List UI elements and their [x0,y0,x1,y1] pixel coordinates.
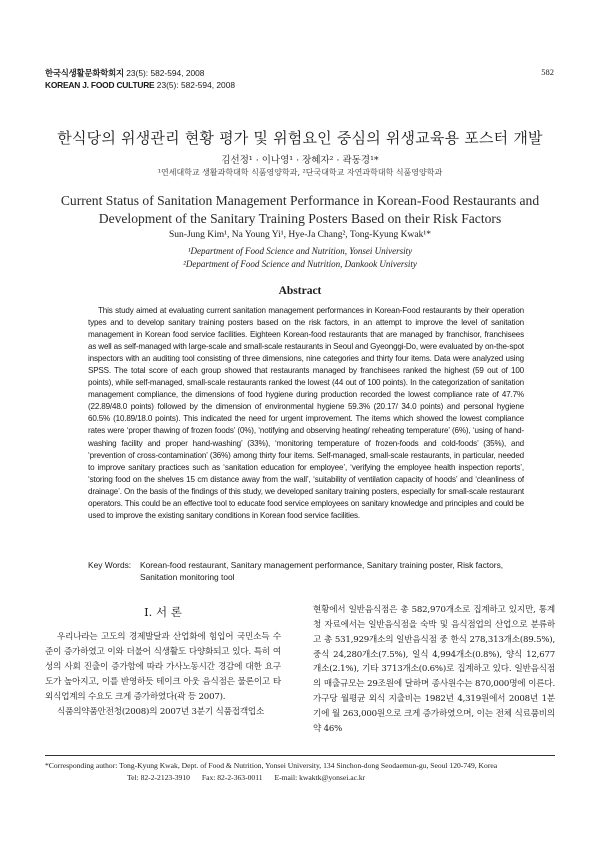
title-english-line-2: Development of the Sanitary Training Posters Based on their Risk Factors [98,211,502,226]
journal-name-ko: 한국식생활문화학회지 [45,68,124,78]
footnote-email[interactable]: E-mail: kwaktk@yonsei.ac.kr [274,772,366,782]
keywords-label: Key Words: [88,560,132,570]
affiliations-english [0,245,600,271]
left-column [45,630,281,719]
keywords-text: Korean-food restaurant, Sanitary management performance, Sanitary training poster, Risk factors, Sanitation monitoring tool [140,560,504,582]
affiliations-korean: ¹연세대학교 생활과학대학 식품영양학과, ²단국대학교 자연과학대학 식품영양학과 [157,168,443,177]
title-english [0,192,600,228]
footnote-tel: Tel: 82-2-2123-3910 [127,772,190,782]
journal-issue-en: 23(5): 582-594, 2008 [156,80,236,90]
affiliation-english-2: ²Department of Food Science and Nutrition, Dankook University [183,259,417,269]
title-english-line-1: Current Status of Sanitation Management Performance in Korean-Food Restaurants and [60,193,540,208]
footnote-line-1: *Corresponding author: Tong-Kyung Kwak, Dept. of Food & Nutrition, Yonsei University, 134 Sinchon-dong Seodaemun-gu, Seoul 120-749, Korea [45,761,498,770]
journal-issue-ko: 23(5): 582-594, 2008 [126,68,205,78]
footnote-line-2 [45,772,555,784]
page-number: 582 [541,67,554,77]
footnote-rule [45,755,555,756]
footnote-fax: Fax: 82-2-363-0011 [201,772,263,782]
authors-english: Sun-Jung Kim¹, Na Young Yi¹, Hye-Ja Chang², Tong-Kyung Kwak¹* [169,230,431,240]
abstract-body: This study aimed at evaluating current sanitation management performances in Korean-Food restaurants by their operation types and to develop sanitary training posters based on the risk factors, in an attempt to improve the level of sanitation management in Korean food service facilities. Eighteen Korean-food restaurants that are managed by franchisor, franchisees as well as self-managed with large-scale and small-scale restaurants in Seoul and Gyeonggi-Do, were evaluated by on-the-spot inspectors with an auditing tool consisting of three dimensions, nine categories and thirty four items. Data were analyzed using SPSS. The total score of each group showed that restaurants managed by franchisees ranked the highest (59 out of 100 points), while self-managed, small-scale restaurants ranked the lowest (44 out of 100 points). In the categorization of sanitation management compliance, the dimensions of food hygiene during production recorded the lowest compliance rate of 47.7% (22.89/48.0 points) followed by the dimension of environmental hygiene 59.3% (20.17/ 34.0 points) and personal hygiene 60.5% (10.89/18.0 points). This indicated the need for urgent improvement. The items which showed the lowest compliance rates were ‘proper thawing of frozen foods’ (0%), ‘notifying and observing heating/ reheating temperature’ (6%), ‘using of hand-washing facility and proper hand-washing’ (33%), ‘monitoring temperature of frozen-foods and cold-foods’ (35%), and ‘prevention of cross-contamination’ (36%) among thirty four items. Self-managed, small-scale restaurants, in particular, needed to improve sanitary practices such as ‘sanitation education for employee’, ‘verifying the employee health inspection reports’, ‘storing food on the shelves 15 cm distance away from the wall’, ‘suitability of ventilation capacity of hoods’ and ‘cleanliness of drainage’. On the basis of the findings of this study, we developed sanitary training posters, especially for small-scale restaurant operators. This could be an effective tool to educate food service employees on sanitary knowledge and principles and could be used to improve the existing sanitary conditions in Korean food service facilities. [88,306,524,520]
intro-paragraph-1: 우리나라는 고도의 경제발달과 산업화에 힘입어 국민소득 수준이 증가하였고 이와 더불어 식생활도 다양화되고 있다. 특히 여성의 사회 진출이 증가함에 따라 가사노동시간 경감에 대한 요구도가 높아지고, 이를 반영하듯 테이크 아웃 음식점은 물론이고 타 외식업계의 수요도 크게 증가하였다(곽 등 2007). [45,632,281,702]
authors-korean: 김선정¹ · 이나영¹ · 장혜자² · 곽동경¹* [221,155,379,166]
intro-paragraph-2: 식품의약품안전청(2008)의 2007년 3분기 식품접객업소 [57,706,265,717]
corresponding-author-footnote [45,760,555,783]
title-korean: 한식당의 위생관리 현황 평가 및 위험요인 중심의 위생교육용 포스터 개발 [57,129,543,147]
journal-header [45,67,235,91]
journal-name-en: KOREAN J. FOOD CULTURE [45,80,155,90]
abstract-heading: Abstract [278,285,322,297]
affiliation-english-1: ¹Department of Food Science and Nutrition, Yonsei University [187,246,413,256]
right-column-paragraph: 현황에서 일반음식점은 총 582,970개소로 집계하고 있지만, 통계청 자료에서는 일반음식점을 숙박 및 음식점업의 산업으로 분류하고 총 531,929개소의 일반음식점 중 한식 278,313개소(89.5%), 중식 24,280개소(7.5%), 일식 4,994개소(0.8%), 양식 12,677개소(2.1%), 기타 3713개소(0.6%)로 집계하고 있다. 일반음식점의 매출규모는 29조원에 달하며 종사원수는 870,000명에 이른다. 가구당 월평균 외식 지출비는 1982년 4,319원에서 2008년 1분기에 월 263,000원으로 크게 증가하였으며, 이는 전체 식료품비의 약 46% [313,605,555,734]
right-column [313,603,555,737]
section-heading-introduction: I. 서 론 [144,605,182,619]
